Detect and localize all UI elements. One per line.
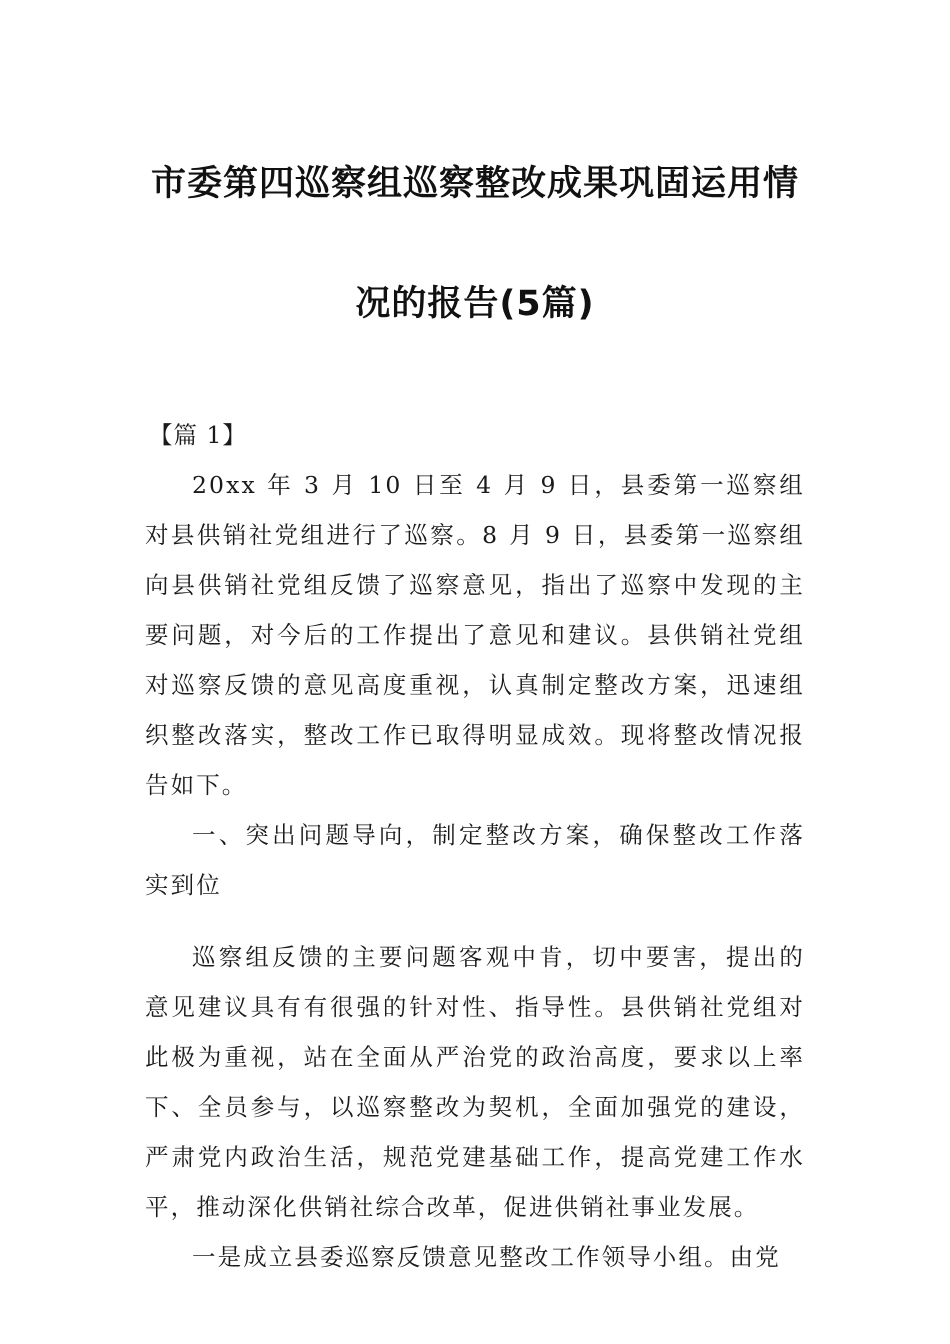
- paragraph-heading-1: 一、突出问题导向，制定整改方案，确保整改工作落实到位: [145, 821, 805, 899]
- document-title-line-2: 况的报告(5篇): [355, 284, 595, 324]
- paragraph-feedback: 巡察组反馈的主要问题客观中肯，切中要害，提出的意见建议具有有很强的针对性、指导性。县供销社党组对此极为重视，站在全面从严治党的政治高度，要求以上率下、全员参与，以巡察整改为契机，全面加强党的建设，严肃党内政治生活，规范党建基础工作，提高党建工作水平，推动深化供销社综合改革，促进供销社事业发展。: [145, 943, 805, 1221]
- document-title-line-1: 市委第四巡察组巡察整改成果巩固运用情: [150, 164, 799, 204]
- paragraph-intro: 20xx 年 3 月 10 日至 4 月 9 日，县委第一巡察组对县供销社党组进行了巡察。8 月 9 日，县委第一巡察组向县供销社党组反馈了巡察意见，指出了巡察中发现的主要问题，对今后的工作提出了意见和建议。县供销社党组对巡察反馈的意见高度重视，认真制定整改方案，迅速组织整改落实，整改工作已取得明显成效。现将整改情况报告如下。: [145, 471, 805, 799]
- paragraph-measure-1: 一是成立县委巡察反馈意见整改工作领导小组。由党: [192, 1243, 781, 1271]
- document-body: [145, 410, 805, 1282]
- section-label: 【篇 1】: [149, 421, 247, 449]
